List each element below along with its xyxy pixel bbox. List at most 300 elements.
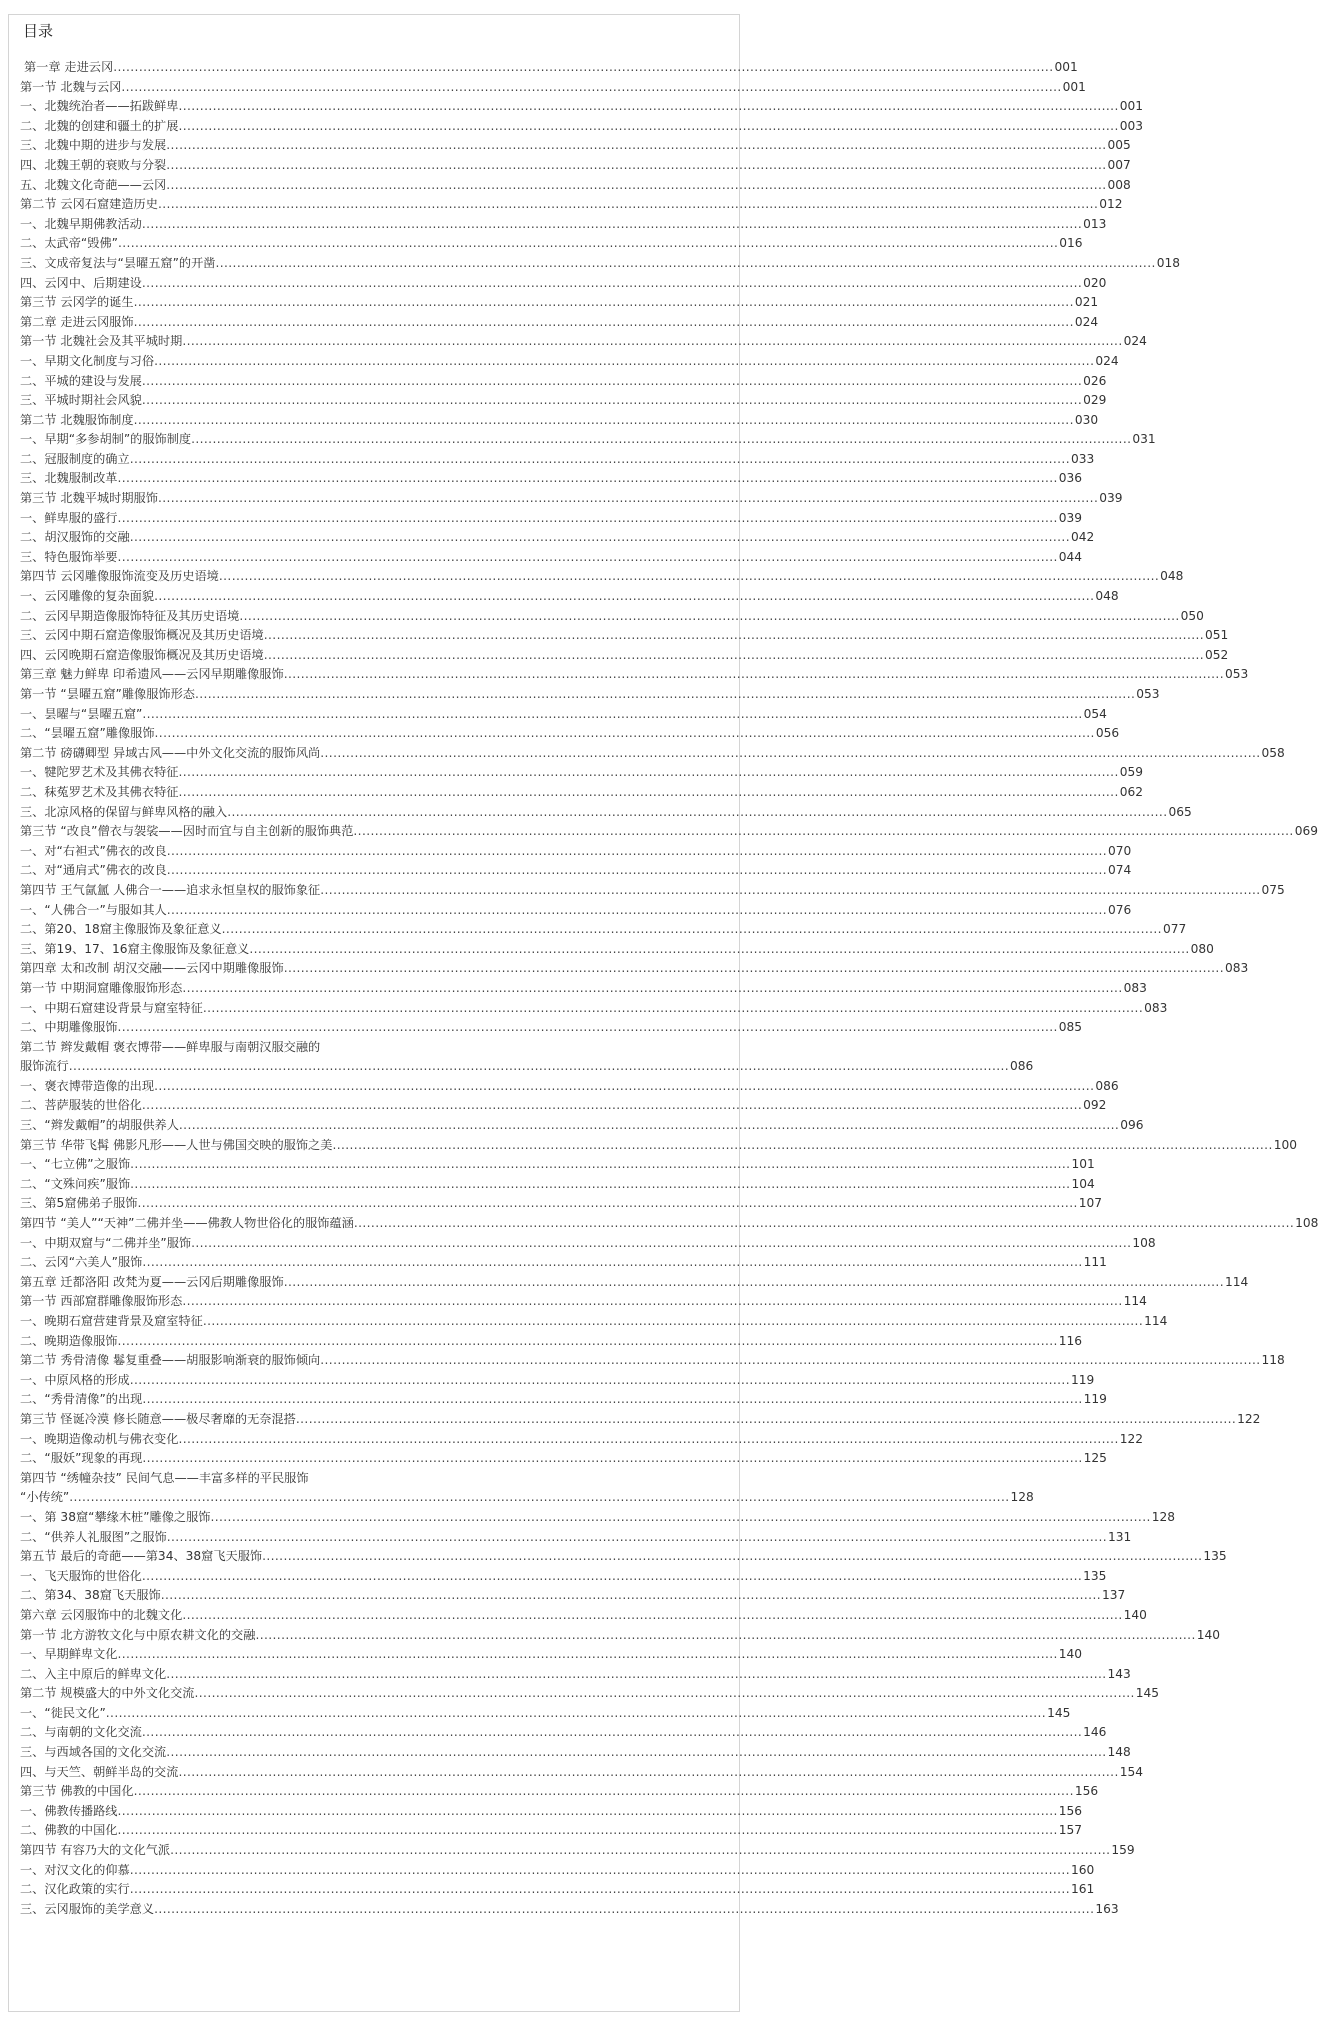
toc-entry-page: 021 [1074,295,1099,310]
toc-entry-label: 第四节 王气氤氲 人佛合一——追求永恒皇权的服饰象征 [20,882,321,897]
toc-entry-page: 013 [1083,216,1107,231]
toc-entry[interactable] [20,842,1132,862]
toc-entry[interactable] [20,1606,1147,1626]
toc-entry-label: 第一章 走进云冈 [24,60,114,74]
dot-leader: ............................................................................................................................................................................................................................ [117,236,1059,251]
toc-entry-page: 036 [1058,471,1083,486]
toc-entry-page: 145 [1135,1686,1160,1701]
toc-entry[interactable] [20,1077,1119,1097]
dot-leader: ............................................................................................................................................................................................................................ [178,1764,1119,1779]
toc-entry[interactable] [20,1586,1126,1606]
toc-entry-label: 二、平城的建设与发展 [20,373,142,388]
toc-entry[interactable] [20,1645,1083,1665]
dot-leader: ............................................................................................................................................................................................................................ [142,1451,1083,1466]
toc-entry-label: 第一节 北魏与云冈 [20,79,122,94]
toc-entry-page: 056 [1095,726,1120,741]
toc-entry-page: 005 [1107,138,1131,153]
toc-entry[interactable] [20,1508,1176,1528]
toc-entry-label: 第四节 云冈雕像服饰流变及历史语境 [20,569,219,584]
toc-entry-page: 135 [1203,1549,1227,1564]
toc-entry-page: 058 [1261,745,1285,760]
toc-entry-label: 三、云冈服饰的美学意义 [20,1901,155,1916]
toc-entry-page: 146 [1083,1725,1107,1740]
dot-leader: ............................................................................................................................................................................................................................ [166,177,1107,192]
dot-leader: ............................................................................................................................................................................................................................ [141,275,1083,290]
toc-entry-label: 一、中期双窟与“二佛并坐”服饰 [20,1235,192,1250]
toc-entry[interactable] [20,1390,1107,1410]
dot-leader: ............................................................................................................................................................................................................................ [170,1843,1111,1858]
dot-leader: ............................................................................................................................................................................................................................ [210,1509,1151,1524]
dot-leader: ............................................................................................................................................................................................................................ [129,451,1070,466]
toc-entry-label: 第三节 北魏平城时期服饰 [20,491,158,506]
toc-entry[interactable] [20,489,1123,509]
toc-entry[interactable] [20,430,1156,450]
toc-entry[interactable] [20,1234,1156,1254]
toc-entry[interactable] [20,587,1119,607]
toc-entry-label: 三、云冈中期石窟造像服饰概况及其历史语境 [20,628,264,643]
dot-leader: ............................................................................................................................................................................................................................ [202,1000,1144,1015]
toc-entry-page: 016 [1059,236,1083,251]
toc-entry-page: 086 [1095,1078,1119,1093]
dot-leader: ............................................................................................................................................................................................................................ [182,334,1123,349]
dot-leader: ............................................................................................................................................................................................................................ [129,1372,1070,1387]
dot-leader: ............................................................................................................................................................................................................................ [218,569,1160,584]
toc-entry[interactable] [20,999,1168,1019]
toc-entry[interactable] [20,901,1132,921]
toc-entry-label: 五、北魏文化奇葩——云冈 [20,177,167,192]
toc-entry-page: 018 [1156,255,1181,270]
toc-entry[interactable] [20,1821,1083,1841]
dot-leader: ............................................................................................................................................................................................................................ [353,824,1294,839]
dot-leader: ............................................................................................................................................................................................................................ [320,1353,1261,1368]
toc-entry[interactable] [20,1194,1103,1214]
toc-entry-label: 三、平城时期社会风貌 [20,393,142,408]
toc-entry-page: 031 [1132,432,1156,447]
toc-entry-label: 第四节 “绣幢杂技” 民间气息——丰富多样的平民服饰 [20,1470,309,1485]
toc-entry-label: 服饰流行 [20,1059,69,1074]
toc-entry[interactable] [20,1018,1083,1038]
toc-entry-label: 一、早期文化制度与习俗 [20,353,155,368]
toc-entry[interactable] [20,1528,1132,1548]
dot-leader: ............................................................................................................................................................................................................................ [121,79,1062,94]
toc-entry[interactable] [20,1704,1071,1724]
toc-entry-label: 二、“供养人礼服图”之服饰 [20,1529,167,1544]
toc-entry[interactable] [20,567,1184,587]
toc-entry-page: 029 [1083,393,1107,408]
toc-entry[interactable] [20,783,1143,803]
toc-entry-label: 第六章 云冈服饰中的北魏文化 [20,1607,183,1622]
toc-entry-page: 116 [1058,1333,1083,1348]
toc-entry-page: 048 [1160,569,1184,584]
toc-entry-page: 111 [1083,1255,1107,1270]
toc-entry[interactable] [20,1900,1119,1920]
toc-entry[interactable] [20,744,1285,764]
dot-leader: ............................................................................................................................................................................................................................ [141,1098,1083,1113]
toc-entry[interactable] [20,469,1083,489]
toc-entry-label: 四、与天竺、朝鲜半岛的交流 [20,1764,179,1779]
toc-entry[interactable] [20,391,1107,411]
toc-entry-page: 077 [1162,922,1187,937]
toc-entry[interactable] [20,1430,1143,1450]
dot-leader: ............................................................................................................................................................................................................................ [69,1490,1010,1505]
toc-entry-page: 156 [1074,1784,1099,1799]
toc-entry[interactable] [20,1312,1168,1332]
toc-entry-page: 076 [1108,902,1132,917]
toc-entry[interactable] [20,117,1143,137]
toc-entry-page: 101 [1071,1157,1095,1172]
dot-leader: ............................................................................................................................................................................................................................ [194,687,1136,701]
toc-entry-page: 148 [1107,1745,1131,1760]
dot-leader: ............................................................................................................................................................................................................................ [182,1294,1123,1309]
toc-entry-label: 二、“秀骨清像”的出现 [20,1392,143,1407]
toc-entry-page: 033 [1070,451,1095,466]
toc-entry[interactable] [20,78,1086,98]
toc-entry-label: 三、与西域各国的文化交流 [20,1745,167,1760]
toc-entry[interactable] [20,1547,1227,1567]
toc-entry-page: 107 [1078,1196,1103,1211]
toc-entry-page: 039 [1058,510,1083,525]
toc-entry-label: 第二节 规模盛大的中外文化交流 [20,1686,195,1701]
toc-entry-page: 024 [1095,353,1119,368]
toc-entry[interactable] [20,528,1095,548]
toc-entry[interactable] [20,1684,1160,1704]
dot-leader: ............................................................................................................................................................................................................................ [191,1235,1132,1250]
toc-entry-page: 048 [1095,589,1119,604]
toc-entry-page: 050 [1180,608,1204,623]
toc-entry[interactable] [20,979,1147,999]
toc-entry[interactable] [20,195,1123,215]
toc-entry-page: 157 [1058,1823,1083,1838]
toc-entry-page: 118 [1261,1353,1285,1368]
dot-leader: ............................................................................................................................................................................................................................ [137,1196,1078,1211]
dot-leader: ............................................................................................................................................................................................................................ [178,118,1119,133]
dot-leader: ............................................................................................................................................................................................................................ [157,491,1099,506]
toc-entry-label: 第一节 西部窟群雕像服饰形态 [20,1294,183,1309]
dot-leader: ............................................................................................................................................................................................................................ [262,1549,1203,1564]
toc-entry-page: 156 [1058,1803,1083,1818]
toc-entry-label: 三、“辫发戴帽”的胡服供养人 [20,1118,179,1133]
dot-leader: ............................................................................................................................................................................................................................ [283,667,1224,682]
toc-entry-page: 074 [1108,863,1132,878]
toc-entry-label: 二、菩萨服装的世俗化 [20,1098,142,1113]
toc-entry[interactable] [20,1057,1034,1077]
toc-entry-label: 二、入主中原后的鲜卑文化 [20,1666,167,1681]
dot-leader: ............................................................................................................................................................................................................................ [117,1823,1058,1838]
toc-entry-page: 051 [1205,628,1229,643]
toc-entry-page: 059 [1119,765,1143,780]
toc-entry-label: 一、早期鲜卑文化 [20,1647,118,1662]
toc-entry-page: 062 [1119,784,1143,799]
toc-entry-label: 一、飞天服饰的世俗化 [20,1568,142,1583]
dot-leader: ............................................................................................................................................................................................................................ [154,353,1095,368]
dot-leader: ............................................................................................................................................................................................................................ [263,628,1205,643]
toc-entry-label: 一、第 38窟“攀缘木桩”雕像之服饰 [20,1509,211,1524]
toc-entry-page: 125 [1083,1451,1107,1466]
toc-entry-label: 一、北魏统治者——拓跋鲜卑 [20,99,179,114]
toc-entry-label: 第五节 最后的奇葩——第34、38窟飞天服饰 [20,1549,263,1564]
toc-entry[interactable] [20,509,1083,529]
toc-entry[interactable] [20,176,1131,196]
toc-entry[interactable] [20,940,1214,960]
toc-entry-label: 二、秣菟罗艺术及其佛衣特征 [20,784,179,799]
toc-entry-label: 二、中期雕像服饰 [20,1020,118,1035]
toc-entry[interactable] [20,1096,1107,1116]
dot-leader: ............................................................................................................................................................................................................................ [295,1411,1237,1426]
toc-entry-page: 083 [1144,1000,1168,1015]
toc-entry[interactable] [20,1292,1147,1312]
dot-leader: ............................................................................................................................................................................................................................ [117,1647,1058,1662]
toc-entry[interactable] [20,1214,1318,1234]
dot-leader: ............................................................................................................................................................................................................................ [154,1078,1095,1093]
toc-entry-page: 026 [1083,373,1107,388]
toc-entry-page: 083 [1123,980,1147,995]
toc-entry-label: 二、“文殊问疾”服饰 [20,1176,131,1191]
toc-entry-label: 一、对“右袒式”佛衣的改良 [20,843,167,858]
toc-entry[interactable] [20,215,1107,235]
toc-entry-page: 159 [1111,1843,1135,1858]
dot-leader: ............................................................................................................................................................................................................................ [166,843,1107,858]
toc-entry[interactable] [20,861,1132,881]
dot-leader: ............................................................................................................................................................................................................................ [157,197,1099,212]
dot-leader: ............................................................................................................................................................................................................................ [215,255,1156,270]
toc-entry-label: 第二节 秀骨清像 鬈复重叠——胡服影响渐衰的服饰倾向 [20,1353,321,1368]
table-of-contents [20,58,1318,1919]
toc-entry-label: 二、汉化政策的实行 [20,1882,130,1897]
toc-entry[interactable] [20,1861,1095,1881]
toc-entry-label: 一、早期“多参胡制”的服饰制度 [20,432,192,447]
toc-entry-label: 第四节 “美人”“天神”二佛并坐——佛教人物世俗化的服饰蕴涵 [20,1216,354,1231]
toc-entry[interactable] [20,352,1119,372]
toc-entry[interactable] [20,665,1249,685]
dot-leader: ............................................................................................................................................................................................................................ [142,1255,1083,1270]
toc-entry-page: 100 [1273,1137,1297,1152]
toc-entry-label: 第四章 太和改制 胡汉交融——云冈中期雕像服饰 [20,961,284,976]
toc-entry-page: 104 [1071,1176,1095,1191]
dot-leader: ............................................................................................................................................................................................................................ [154,726,1095,741]
toc-entry-label: 三、北魏服制改革 [20,471,118,486]
toc-entry-label: 二、对“通肩式”佛衣的改良 [20,863,167,878]
toc-entry-label: 二、第20、18窟主像服饰及象征意义 [20,922,222,937]
toc-entry[interactable] [20,1116,1144,1136]
toc-entry-label: 一、对汉文化的仰慕 [20,1862,130,1877]
toc-entry[interactable] [20,1802,1083,1822]
toc-entry[interactable] [20,1488,1034,1508]
toc-entry[interactable] [20,136,1131,156]
toc-entry-page: 163 [1095,1901,1119,1916]
toc-entry-label: 二、晚期造像服饰 [20,1333,118,1348]
toc-entry-page: 001 [1119,99,1143,114]
toc-entry-page: 044 [1058,549,1083,564]
toc-entry[interactable] [20,705,1107,725]
toc-entry-page: 143 [1107,1666,1131,1681]
toc-entry-label: 一、晚期造像动机与佛衣变化 [20,1431,179,1446]
toc-entry[interactable] [20,920,1187,940]
toc-entry-label: 第二节 辫发戴帽 褒衣博带——鲜卑服与南朝汉服交融的 [20,1039,321,1054]
dot-leader: ............................................................................................................................................................................................................................ [221,922,1162,937]
toc-entry[interactable] [20,959,1249,979]
toc-entry[interactable] [20,1763,1143,1783]
toc-entry[interactable] [20,274,1107,294]
toc-entry[interactable] [20,372,1107,392]
toc-entry[interactable] [20,254,1181,274]
toc-entry-page: 086 [1010,1059,1034,1074]
dot-leader: ............................................................................................................................................................................................................................ [263,647,1205,662]
toc-entry[interactable] [20,1880,1095,1900]
toc-entry-label: 二、冠服制度的确立 [20,451,130,466]
toc-entry[interactable] [20,156,1131,176]
dot-leader: ............................................................................................................................................................................................................................ [117,1803,1058,1818]
toc-entry-page: 119 [1070,1372,1095,1387]
toc-entry[interactable] [20,763,1143,783]
dot-leader: ............................................................................................................................................................................................................................ [117,471,1058,486]
toc-entry-label: 第四节 有容乃大的文化气派 [20,1843,171,1858]
dot-leader: ............................................................................................................................................................................................................................ [166,157,1107,172]
toc-entry[interactable] [20,1175,1095,1195]
toc-entry[interactable] [20,822,1318,842]
toc-entry-page: 024 [1074,314,1099,329]
toc-entry-page: 052 [1205,647,1229,662]
dot-leader: ............................................................................................................................................................................................................................ [68,1059,1010,1074]
toc-entry-label: 三、特色服饰举要 [20,549,118,564]
toc-entry-label: 四、云冈中、后期建设 [20,275,142,290]
toc-entry-page: 042 [1070,530,1095,545]
toc-entry[interactable] [20,1626,1220,1646]
toc-entry-page: 108 [1132,1235,1156,1250]
toc-entry-page: 030 [1074,412,1099,427]
dot-leader: ............................................................................................................................................................................................................................ [249,941,1190,956]
toc-entry-label: 二、胡汉服饰的交融 [20,530,130,545]
toc-entry-page: 001 [1062,79,1086,94]
toc-entry-page: 065 [1168,804,1192,819]
dot-leader: ............................................................................................................................................................................................................................ [353,1216,1295,1231]
toc-entry[interactable] [20,97,1143,117]
dot-leader: ............................................................................................................................................................................................................................ [178,1431,1119,1446]
toc-entry[interactable] [20,1723,1107,1743]
toc-entry-page: 092 [1083,1098,1107,1113]
toc-entry-label: 二、“服妖”现象的再现 [20,1451,143,1466]
dot-leader: ............................................................................................................................................................................................................................ [320,745,1261,760]
dot-leader: ............................................................................................................................................................................................................................ [182,1607,1123,1622]
toc-entry-page: 070 [1108,843,1132,858]
toc-entry[interactable] [20,626,1229,646]
toc-entry[interactable] [20,234,1083,254]
toc-entry[interactable] [20,58,1078,78]
toc-entry[interactable] [20,1273,1249,1293]
toc-entry-label: 第五章 迁都洛阳 改梵为夏——云冈后期雕像服饰 [20,1274,284,1289]
dot-leader: ............................................................................................................................................................................................................................ [255,1627,1196,1642]
dot-leader: ............................................................................................................................................................................................................................ [105,1705,1047,1720]
dot-leader: ............................................................................................................................................................................................................................ [182,980,1123,995]
toc-entry[interactable] [20,881,1285,901]
dot-leader: ............................................................................................................................................................................................................................ [141,373,1083,388]
toc-entry-label: 一、昙曜与“昙曜五窟” [20,706,143,721]
toc-entry-label: 二、与南朝的文化交流 [20,1725,142,1740]
toc-entry-page: 114 [1224,1274,1249,1289]
toc-entry-page: 128 [1010,1490,1034,1505]
toc-entry[interactable] [20,1332,1083,1352]
toc-entry-label: 一、褒衣博带造像的出现 [20,1078,155,1093]
dot-leader: ............................................................................................................................................................................................................................ [133,1784,1074,1799]
dot-leader: ............................................................................................................................................................................................................................ [133,295,1074,310]
toc-entry[interactable] [20,548,1083,568]
toc-entry-label: 第三节 云冈学的诞生 [20,295,134,310]
toc-entry-label: 一、犍陀罗艺术及其佛衣特征 [20,765,179,780]
dot-leader: ............................................................................................................................................................................................................................ [160,1588,1102,1603]
toc-entry[interactable] [20,1665,1131,1685]
toc-entry[interactable] [20,803,1192,823]
toc-entry[interactable] [20,450,1095,470]
toc-entry-page: 140 [1058,1647,1083,1662]
toc-entry-page: 075 [1261,882,1285,897]
toc-entry-label: 第三节 怪诞冷漠 修长随意——极尽奢靡的无奈混搭 [20,1411,296,1426]
dot-leader: ............................................................................................................................................................................................................................ [154,1901,1095,1916]
page-title: 目录 [23,22,54,40]
toc-entry[interactable] [20,724,1120,744]
toc-entry[interactable] [20,1782,1099,1802]
toc-entry[interactable] [20,1567,1107,1587]
toc-entry[interactable] [20,332,1147,352]
toc-entry[interactable] [20,1743,1131,1763]
toc-entry-page: 083 [1224,961,1249,976]
toc-entry-page: 161 [1070,1882,1095,1897]
toc-entry-page: 122 [1119,1431,1143,1446]
toc-entry[interactable] [20,1371,1095,1391]
toc-entry[interactable] [20,1155,1095,1175]
toc-entry-label: 第三节 华带飞髯 佛影凡形——人世与佛国交映的服饰之美 [20,1137,333,1152]
toc-entry-label: 三、第19、17、16窟主像服饰及象征意义 [20,941,250,956]
toc-entry-label: 第一节 “昙曜五窟”雕像服饰形态 [20,687,195,701]
dot-leader: ............................................................................................................................................................................................................................ [129,1882,1070,1897]
toc-entry-page: 131 [1108,1529,1132,1544]
dot-leader: ............................................................................................................................................................................................................................ [227,804,1168,819]
dot-leader: ............................................................................................................................................................................................................................ [117,549,1058,564]
dot-leader: ............................................................................................................................................................................................................................ [141,216,1083,231]
toc-entry-label: 二、第34、38窟飞天服饰 [20,1588,161,1603]
dot-leader: ............................................................................................................................................................................................................................ [117,1333,1058,1348]
toc-entry[interactable] [20,607,1204,627]
toc-entry[interactable] [20,411,1099,431]
toc-entry-label: 第三章 魅力鲜卑 印希遗风——云冈早期雕像服饰 [20,667,284,682]
toc-entry[interactable] [20,293,1099,313]
toc-entry-page: 128 [1151,1509,1176,1524]
toc-entry[interactable] [20,646,1229,666]
dot-leader: ............................................................................................................................................................................................................................ [142,1392,1083,1407]
toc-entry-page: 114 [1123,1294,1147,1309]
toc-entry[interactable] [20,685,1160,705]
toc-entry-page: 039 [1099,491,1123,506]
toc-entry-label: 三、北魏中期的进步与发展 [20,138,167,153]
dot-leader: ............................................................................................................................................................................................................................ [166,863,1107,878]
toc-entry-label: 一、“徙民文化” [20,1705,106,1720]
toc-entry-label: 一、中原风格的形成 [20,1372,130,1387]
toc-entry[interactable] [20,1841,1135,1861]
toc-entry[interactable] [20,1449,1107,1469]
toc-entry[interactable] [20,1136,1297,1156]
toc-entry[interactable] [20,1253,1107,1273]
toc-entry[interactable] [20,1351,1285,1371]
toc-entry-page: 085 [1058,1020,1083,1035]
toc-entry-page: 122 [1237,1411,1261,1426]
toc-entry[interactable] [20,1410,1261,1430]
toc-entry-label: 二、云冈“六美人”服饰 [20,1255,143,1270]
dot-leader: ............................................................................................................................................................................................................................ [117,1020,1058,1035]
dot-leader: ............................................................................................................................................................................................................................ [239,608,1180,623]
toc-entry-label: 二、北魏的创建和疆土的扩展 [20,118,179,133]
toc-entry-page: 114 [1144,1314,1168,1328]
toc-entry-label: 三、第5窟佛弟子服饰 [20,1196,138,1211]
dot-leader: ............................................................................................................................................................................................................................ [117,510,1058,525]
toc-entry[interactable] [20,313,1099,333]
